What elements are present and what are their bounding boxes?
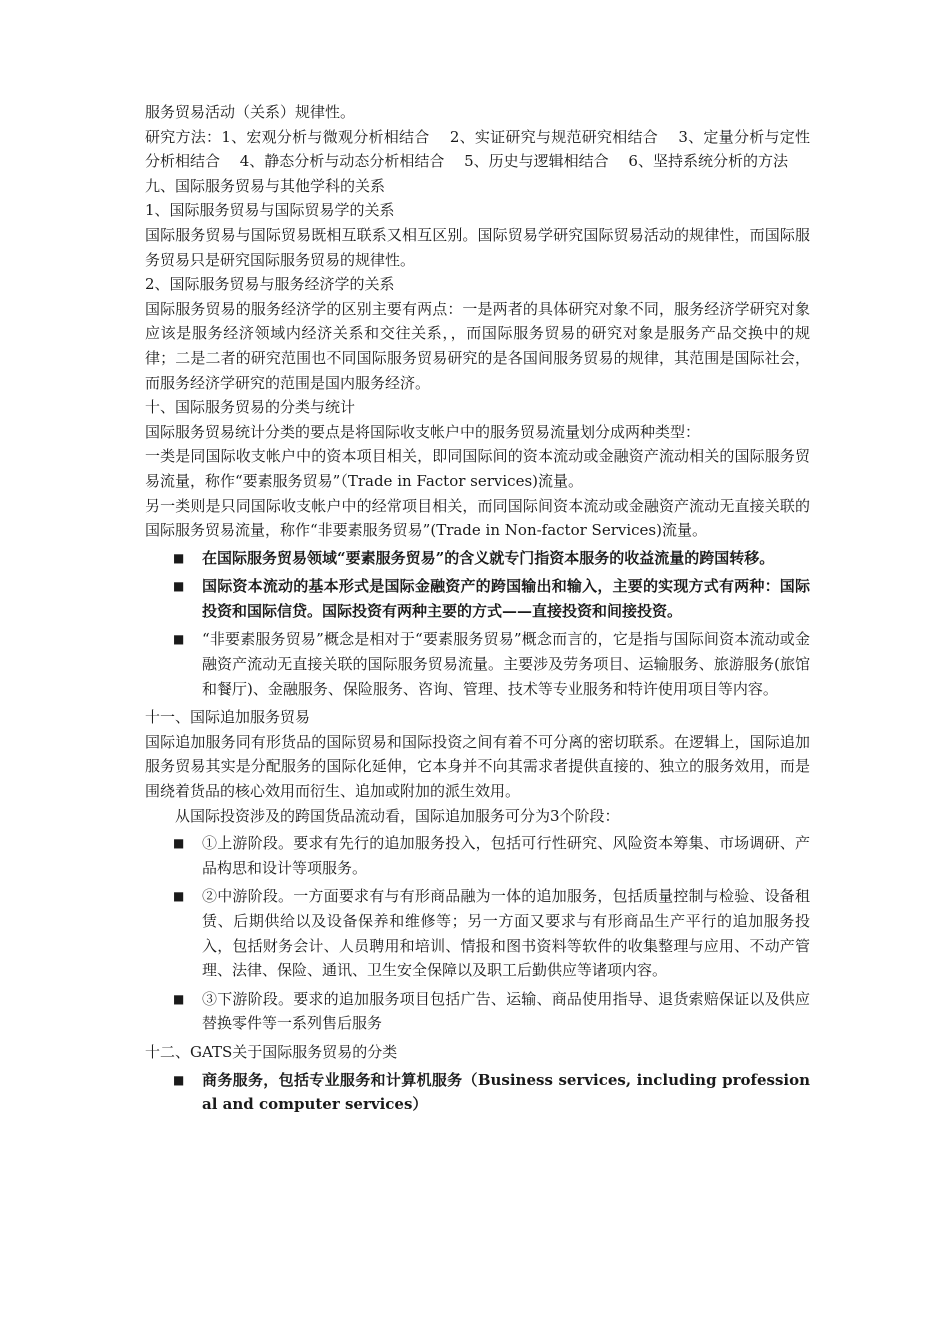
bullet-square-icon: ■: [173, 632, 185, 647]
bullet-list-factor-services: [145, 546, 810, 702]
bullet-square-icon: ■: [173, 991, 185, 1006]
paragraph: 国际服务贸易的服务经济学的区别主要有两点：一是两者的具体研究对象不同，服务经济学研究对象应该是服务经济领域内经济关系和交往关系，，而国际服务贸易的研究对象是服务产品交换中的规律；二是二者的研究范围也不同国际服务贸易研究的是各国间服务贸易的规律，其范围是国际社会，而服务经济学研究的范围是国内服务经济。: [145, 299, 810, 392]
paragraph: 服务贸易活动（关系）规律性。: [145, 103, 356, 121]
list-item: ■ 国际资本流动的基本形式是国际金融资产的跨国输出和输入，主要的实现方式有两种：国际投资和国际信贷。国际投资有两种主要的方式——直接投资和间接投资。: [145, 574, 810, 623]
list-item: ■ ②中游阶段。一方面要求有与有形商品融为一体的追加服务，包括质量控制与检验、设备租赁、后期供给以及设备保养和维修等；另一方面又要求与有形商品生产平行的追加服务投入，包括财务会计、人员聘用和培训、情报和图书资料等软件的收集整理与应用、不动产管理、法律、保险、通讯、卫生安全保障以及职工后勤供应等诸项内容。: [145, 884, 810, 982]
bullet-square-icon: ■: [173, 550, 185, 565]
bullet-square-icon: ■: [173, 579, 185, 594]
list-item: ■ ③下游阶段。要求的追加服务项目包括广告、运输、商品使用指导、退货索赔保证以及供应替换零件等一系列售后服务: [145, 987, 810, 1036]
section-heading-9: 九、国际服务贸易与其他学科的关系: [145, 176, 386, 195]
list-item: ■ 在国际服务贸易领域“要素服务贸易”的含义就专门指资本服务的收益流量的跨国转移。: [145, 546, 810, 571]
subheading-9-2: 2、国际服务贸易与服务经济学的关系: [145, 275, 395, 294]
subheading-9-1: 1、国际服务贸易与国际贸易学的关系: [145, 201, 395, 220]
paragraph: 国际追加服务同有形货品的国际贸易和国际投资之间有着不可分离的密切联系。在逻辑上，国际追加服务贸易其实是分配服务的国际化延伸，它本身并不向其需求者提供直接的、独立的服务效用，而是围绕着货品的核心效用而衍生、追加或附加的派生效用。: [145, 732, 810, 801]
research-methods: 研究方法：1、宏观分析与微观分析相结合 2、实证研究与规范研究相结合 3、定量分析与定性分析相结合 4、静态分析与动态分析相结合 5、历史与逻辑相结合 6、坚持系统分析的方法: [145, 127, 810, 171]
list-item: ■ “非要素服务贸易”概念是相对于“要素服务贸易”概念而言的，它是指与国际间资本流动或金融资产流动无直接关联的国际服务贸易流量。主要涉及劳务项目、运输服务、旅游服务(旅馆和餐厅)、金融服务、保险服务、咨询、管理、技术等专业服务和特许使用项目等内容。: [145, 627, 810, 701]
bullet-square-icon: ■: [173, 889, 185, 904]
paragraph: 国际服务贸易与国际贸易既相互联系又相互区别。国际贸易学研究国际贸易活动的规律性，而国际服务贸易只是研究国际服务贸易的规律性。: [145, 225, 810, 269]
paragraph: 一类是同国际收支帐户中的资本项目相关，即同国际间的资本流动或金融资产流动相关的国际服务贸易流量，称作“要素服务贸易”（Trade in Factor services)流量。: [145, 447, 810, 490]
paragraph: 从国际投资涉及的跨国货品流动看，国际追加服务可分为3个阶段：: [175, 806, 620, 825]
document-page: [145, 100, 810, 1121]
paragraph: 另一类则是只同国际收支帐户中的经常项目相关，而同国际间资本流动或金融资产流动无直接关联的国际服务贸易流量，称作“非要素服务贸易”(Trade in Non-factor Services)流量。: [145, 496, 810, 540]
bullet-square-icon: ■: [173, 1072, 185, 1087]
list-item: ■ ①上游阶段。要求有先行的追加服务投入，包括可行性研究、风险资本筹集、市场调研、产品构思和设计等项服务。: [145, 831, 810, 880]
section-heading-11: 十一、国际追加服务贸易: [145, 708, 311, 727]
bullet-list-stages: [145, 831, 810, 1036]
list-item: ■ 商务服务，包括专业服务和计算机服务（Business services, including professional and computer services）: [145, 1068, 810, 1117]
section-heading-10: 十、国际服务贸易的分类与统计: [145, 398, 356, 417]
bullet-list-gats: [145, 1068, 810, 1117]
paragraph: 国际服务贸易统计分类的要点是将国际收支帐户中的服务贸易流量划分成两种类型：: [145, 422, 701, 441]
section-heading-12: 十二、GATS关于国际服务贸易的分类: [145, 1042, 398, 1061]
bullet-square-icon: ■: [173, 836, 185, 851]
